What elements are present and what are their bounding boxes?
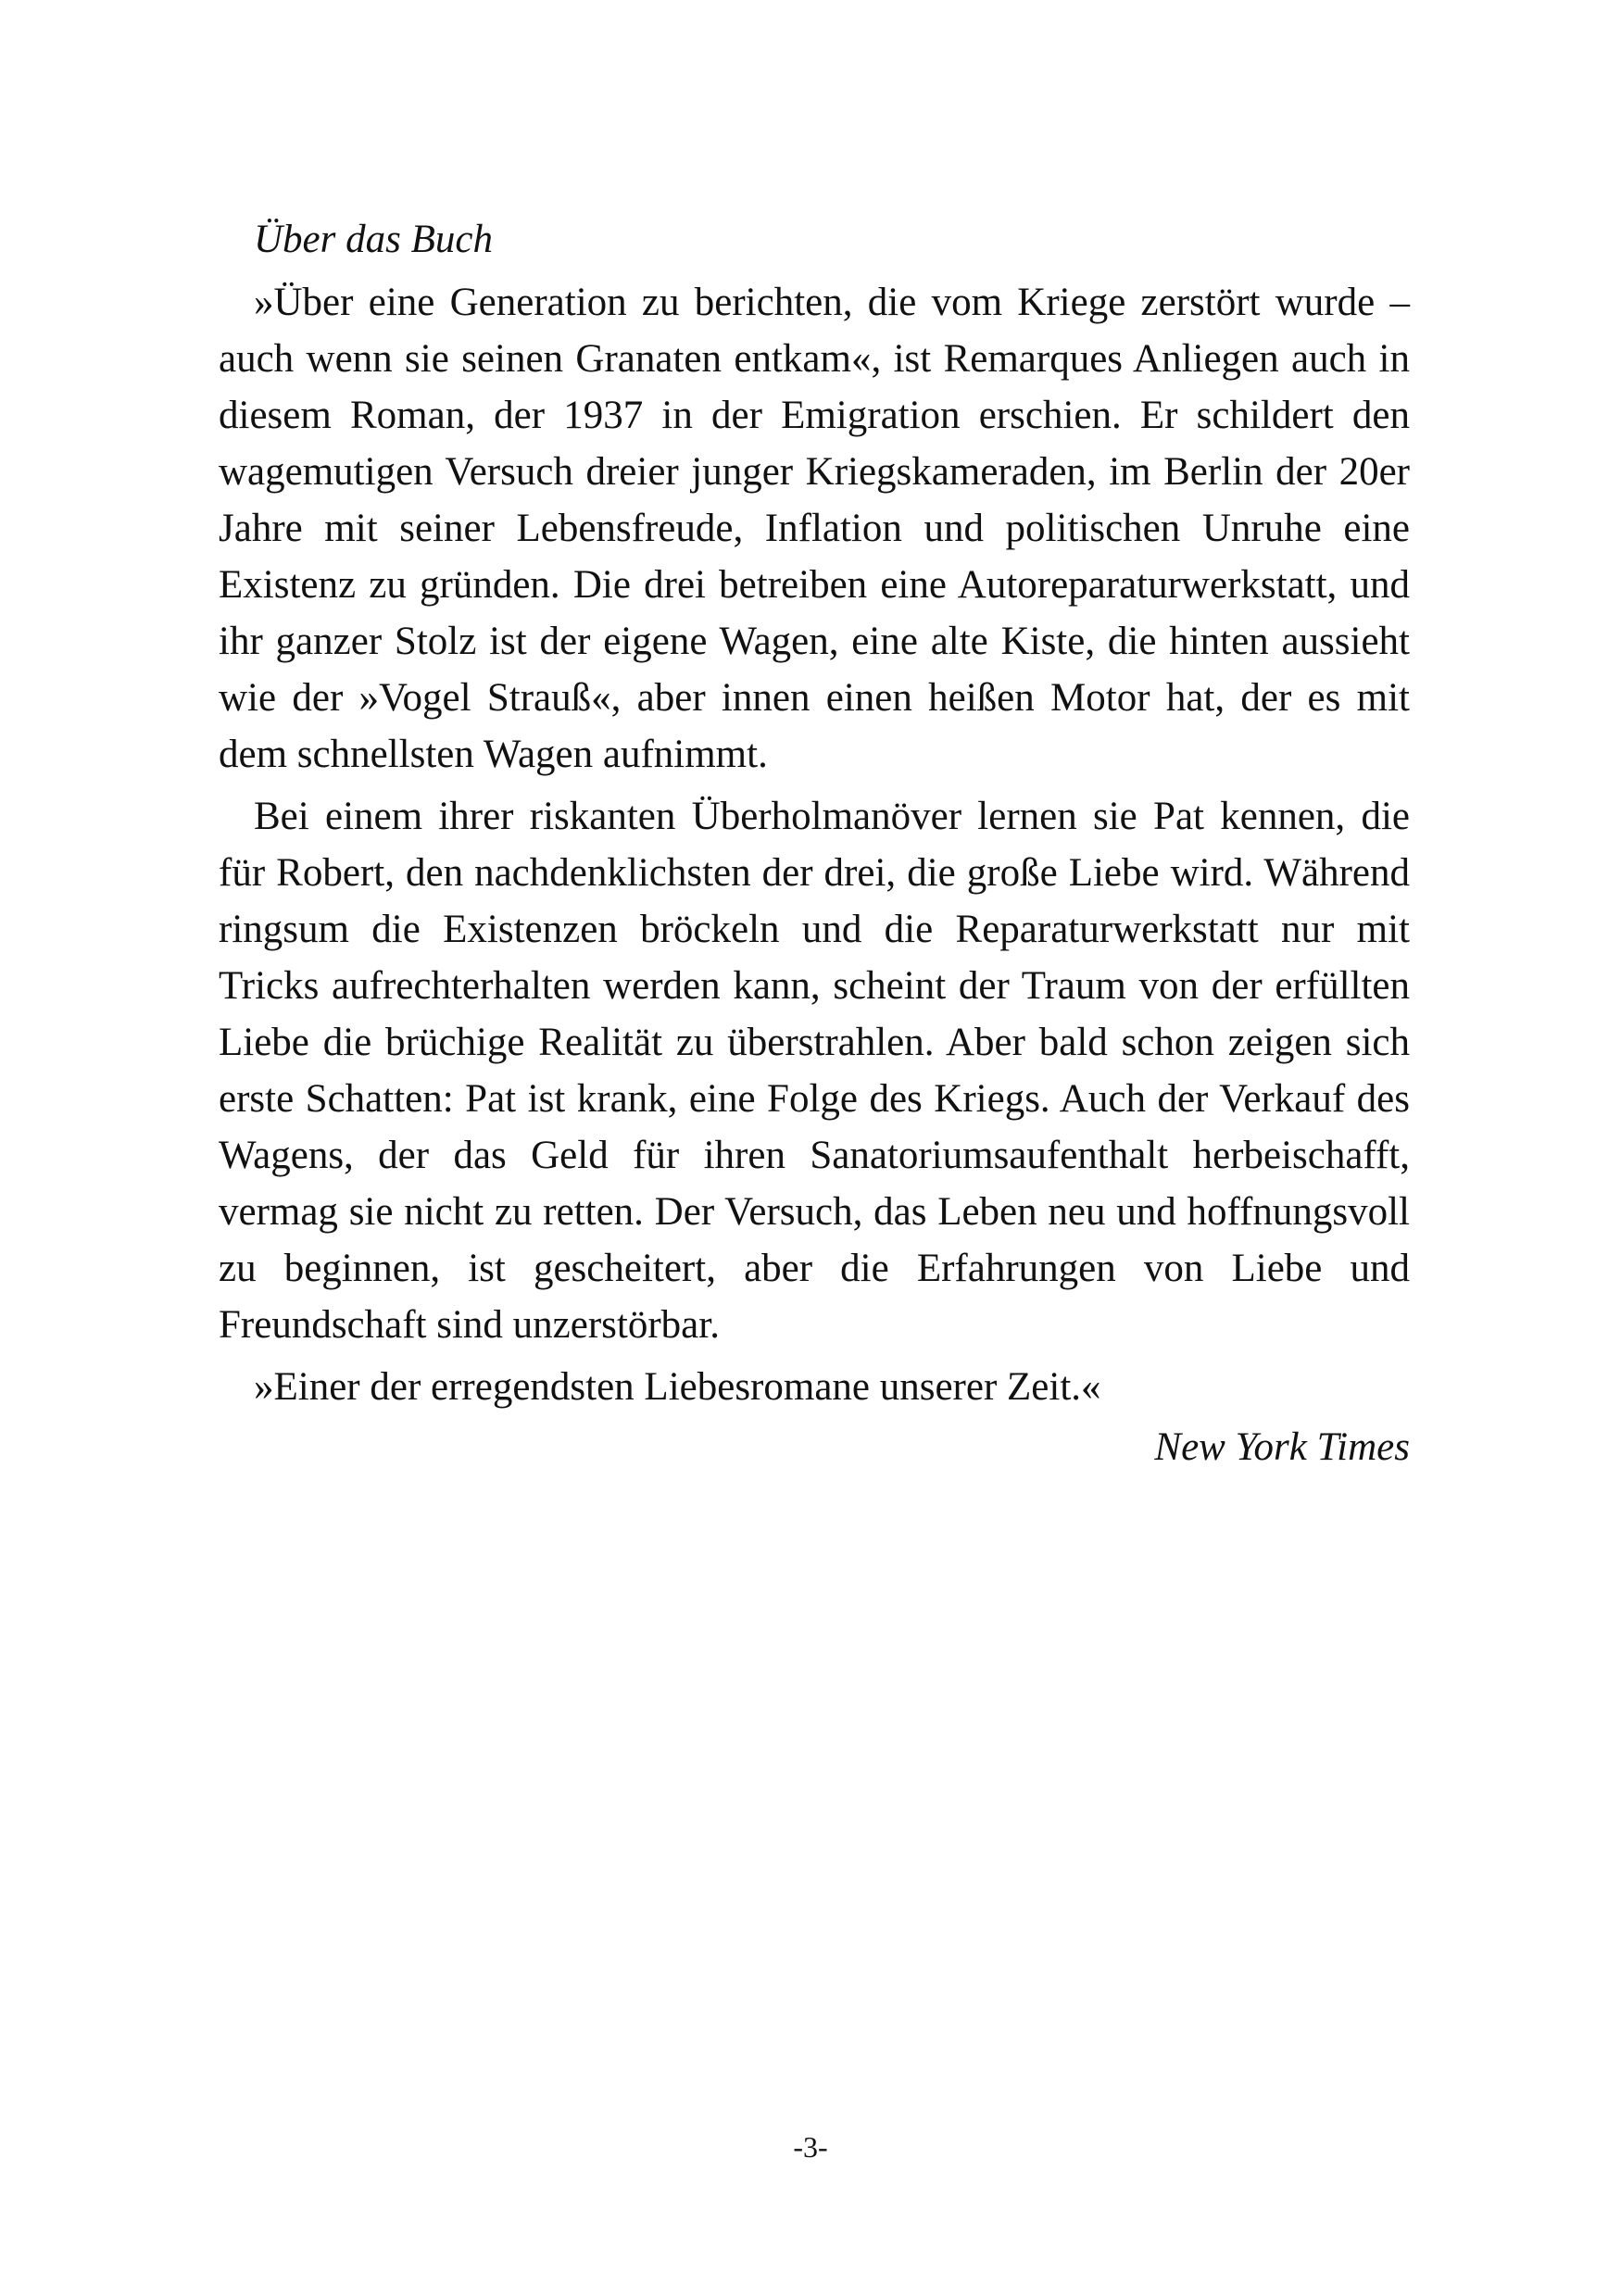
paragraph-intro: »Über eine Generation zu berichten, die vom Kriege zerstört wurde – auch wenn sie seinen Granaten entkam«, ist Remarques Anliegen auch in diesem Roman, der 1937 in der Emigration erschien. Er schildert den wagemutigen Versuch dreier junger Kriegskameraden, im Berlin der 20er Jahre mit seiner Lebensfreude, Inflation und politischen Unruhe eine Existenz zu gründen. Die drei betreiben eine Autoreparaturwerkstatt, und ihr ganzer Stolz ist der eigene Wagen, eine alte Kiste, die hinten aussieht wie der »Vogel Strauß«, aber innen einen heißen Motor hat, der es mit dem schnellsten Wagen aufnimmt.	[219, 281, 1410, 776]
blurb-text-block	[219, 211, 1410, 1476]
paragraph-plot: Bei einem ihrer riskanten Überholmanöver lernen sie Pat kennen, die für Robert, den nachdenklichsten der drei, die große Liebe wird. Während ringsum die Existenzen bröckeln und die Reparaturwerkstatt nur mit Tricks aufrechterhalten werden kann, scheint der Traum von der erfüllten Liebe die brüchige Realität zu überstrahlen. Aber bald schon zeigen sich erste Schatten: Pat ist krank, eine Folge des Kriegs. Auch der Verkauf des Wagens, der das Geld für ihren Sanatoriumsaufenthalt herbeischafft, vermag sie nicht zu retten. Der Versuch, das Leben neu und hoffnungsvoll zu beginnen, ist gescheitert, aber die Erfahrungen von Liebe und Freundschaft sind unzerstörbar.	[219, 795, 1410, 1347]
quote-attribution: New York Times	[1154, 1425, 1410, 1469]
press-quote: »Einer der erregendsten Liebesromane unserer Zeit.«	[254, 1365, 1101, 1409]
section-heading: Über das Buch	[254, 218, 493, 261]
page-number: -3-	[793, 2130, 828, 2164]
